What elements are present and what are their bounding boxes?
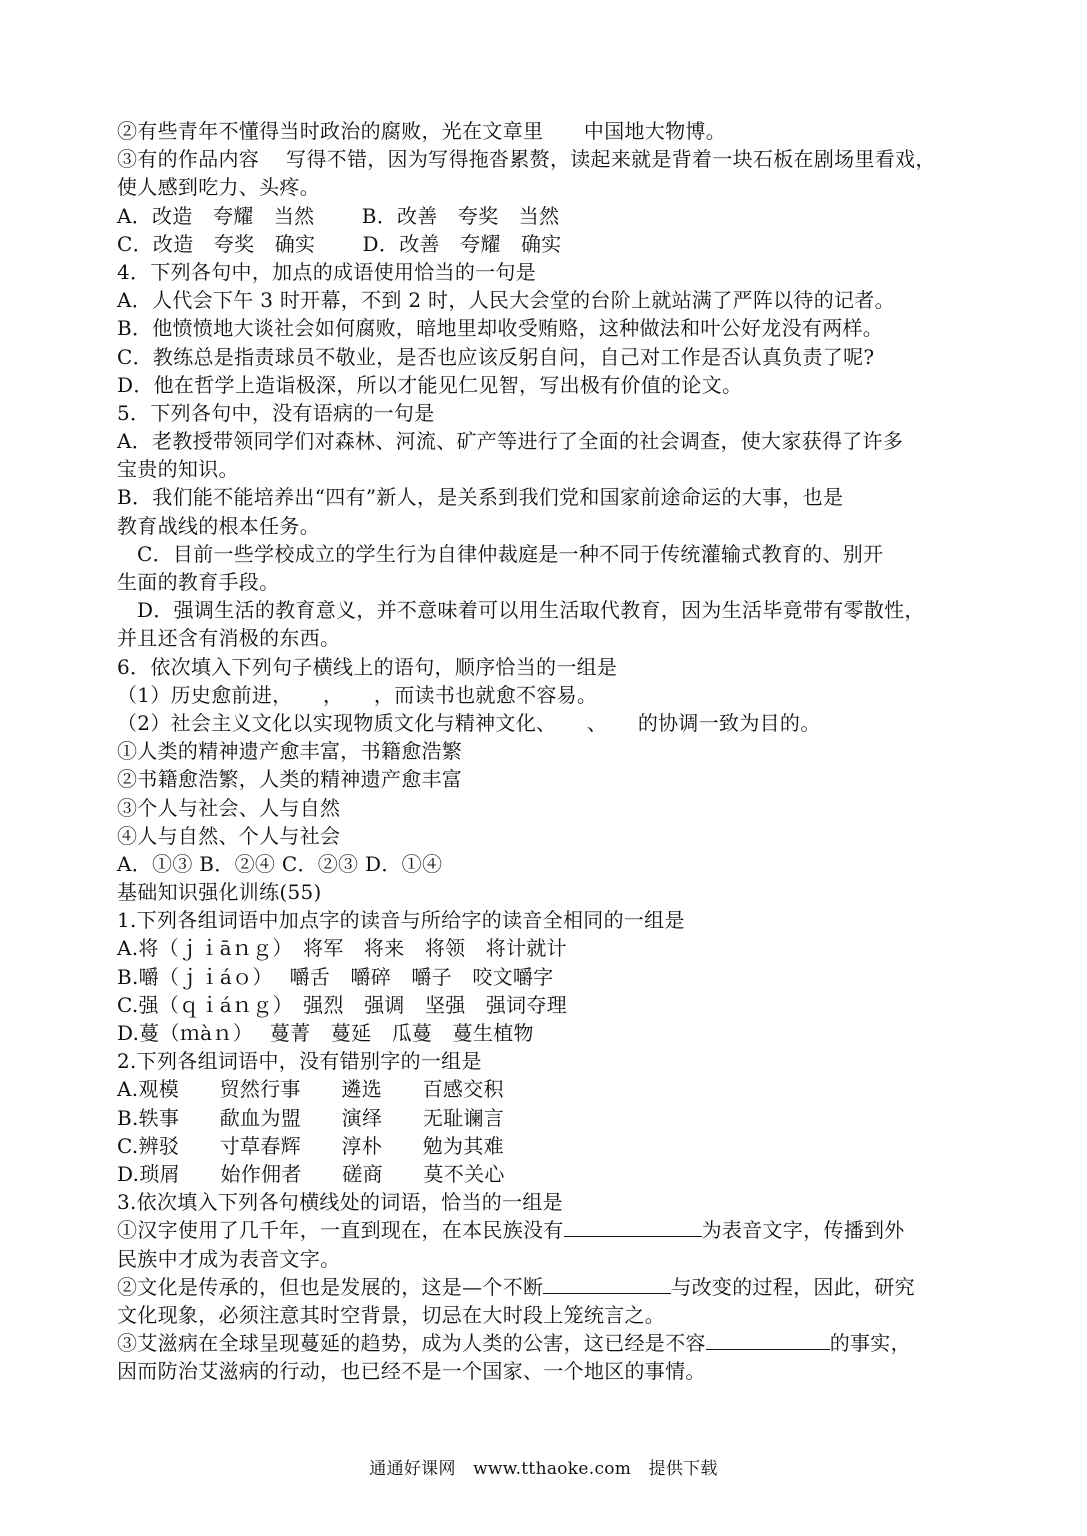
- question-title: 3.依次填入下列各句横线处的词语，恰当的一组是: [117, 1190, 563, 1215]
- text-line: 教育战线的根本任务。: [117, 513, 320, 538]
- page-footer: 通通好课网 www.tthaoke.com 提供下载: [369, 1459, 718, 1479]
- text-segment: 与改变的过程，因此，研究: [671, 1274, 915, 1299]
- option-line: D．强调生活的教育意义，并不意味着可以用生活取代教育，因为生活毕竟带有零散性，: [137, 598, 925, 623]
- option-line: C．教练总是指责球员不敬业，是否也应该反躬自问，自己对工作是否认真负责了呢?: [117, 344, 875, 369]
- option-line: B．他愤愤地大谈社会如何腐败，暗地里却收受贿赂，这种做法和叶公好龙没有两样。: [117, 316, 884, 341]
- question-title: 6．依次填入下列句子横线上的语句，顺序恰当的一组是: [117, 654, 618, 679]
- text-segment: 的事实，: [829, 1331, 911, 1356]
- text-line: ③个人与社会、人与自然: [117, 795, 341, 820]
- option-line: D.蔓（ｍàｎ） 蔓菁 蔓延 瓜蔓 蔓生植物: [117, 1021, 534, 1045]
- fill-blank: [543, 1273, 671, 1294]
- fill-blank: [706, 1329, 830, 1350]
- text-line: ②书籍愈浩繁，人类的精神遗产愈丰富: [117, 767, 463, 792]
- text-line: [117, 1329, 977, 1357]
- option-line: A.观模 贸然行事 遴选 百感交积: [117, 1077, 504, 1102]
- text-line: ③有的作品内容 写得不错，因为写得拖沓累赘，读起来就是背着一块石板在剧场里看戏，: [117, 147, 936, 172]
- question-title: 5．下列各句中，没有语病的一句是: [117, 400, 435, 425]
- text-line: （2）社会主义文化以实现物质文化与精神文化、 、 的协调一致为目的。: [117, 710, 821, 735]
- text-line: （1）历史愈前进， ， ，而读书也就愈不容易。: [117, 682, 598, 707]
- option-line: A．老教授带领同学们对森林、河流、矿产等进行了全面的社会调查，使大家获得了许多: [117, 429, 904, 454]
- option-line: C.辨驳 寸草春辉 淳朴 勉为其难: [117, 1133, 504, 1158]
- text-line: [117, 1216, 977, 1244]
- option-line: D.琐屑 始作佣者 磋商 莫不关心: [117, 1161, 505, 1186]
- question-title: 4．下列各句中，加点的成语使用恰当的一句是: [117, 259, 537, 284]
- option-line: A．①③ B．②④ C．②③ D．①④: [117, 851, 443, 876]
- text-line: ②有些青年不懂得当时政治的腐败，光在文章里 中国地大物博。: [117, 119, 726, 143]
- question-title: 2.下列各组词语中，没有错别字的一组是: [117, 1049, 482, 1074]
- text-line: 因而防治艾滋病的行动，也已经不是一个国家、一个地区的事情。: [117, 1359, 706, 1384]
- text-line: 宝贵的知识。: [117, 457, 239, 482]
- text-line: ④人与自然、个人与社会: [117, 823, 341, 848]
- option-line: B.嚼（ｊｉáｏ） 嚼舌 嚼碎 嚼子 咬文嚼字: [117, 964, 554, 989]
- text-segment: ②文化是传承的，但也是发展的，这是—个不断: [117, 1274, 544, 1299]
- text-line: 生面的教育手段。: [117, 570, 280, 594]
- text-segment: ③艾滋病在全球呈现蔓延的趋势，成为人类的公害，这已经是不容: [117, 1331, 706, 1356]
- option-line: B.轶事 歃血为盟 演绎 无耻谰言: [117, 1105, 505, 1130]
- text-line: 民族中才成为表音文字。: [117, 1246, 341, 1271]
- option-line: C.强（ｑｉáｎｇ） 强烈 强调 坚强 强词夺理: [117, 992, 568, 1017]
- document-body: [117, 117, 977, 1385]
- option-line: C．目前一些学校成立的学生行为自律仲裁庭是一种不同于传统灌输式教育的、别开: [137, 541, 884, 566]
- text-line: 使人感到吃力、头疼。: [117, 175, 320, 200]
- text-line: ①人类的精神遗产愈丰富，书籍愈浩繁: [117, 739, 463, 764]
- option-line: A．改造 夸耀 当然 B．改善 夸奖 当然: [117, 203, 560, 228]
- option-line: D．他在哲学上造诣极深，所以才能见仁见智，写出极有价值的论文。: [117, 372, 743, 397]
- option-line: A.将（ｊｉāｎｇ） 将军 将来 将领 将计就计: [117, 936, 567, 961]
- option-line: B．我们能不能培养出“四有”新人，是关系到我们党和国家前途命运的大事，也是: [117, 485, 844, 510]
- fill-blank: [564, 1216, 702, 1237]
- text-line: [117, 1273, 977, 1301]
- option-line: A．人代会下午 3 时开幕，不到 2 时，人民大会堂的台阶上就站满了严阵以待的记者。: [117, 288, 895, 313]
- option-line: C．改造 夸奖 确实 D．改善 夸耀 确实: [117, 231, 562, 256]
- text-segment: ①汉字使用了几千年，一直到现在，在本民族没有: [117, 1218, 564, 1243]
- text-line: 文化现象，必须注意其时空背景，切忌在大时段上笼统言之。: [117, 1302, 666, 1327]
- text-segment: 为表音文字，传播到外: [701, 1218, 905, 1243]
- section-heading: 基础知识强化训练(55): [117, 880, 322, 905]
- question-title: 1.下列各组词语中加点字的读音与所给字的读音全相同的一组是: [117, 908, 685, 933]
- text-line: 并且还含有消极的东西。: [117, 626, 341, 651]
